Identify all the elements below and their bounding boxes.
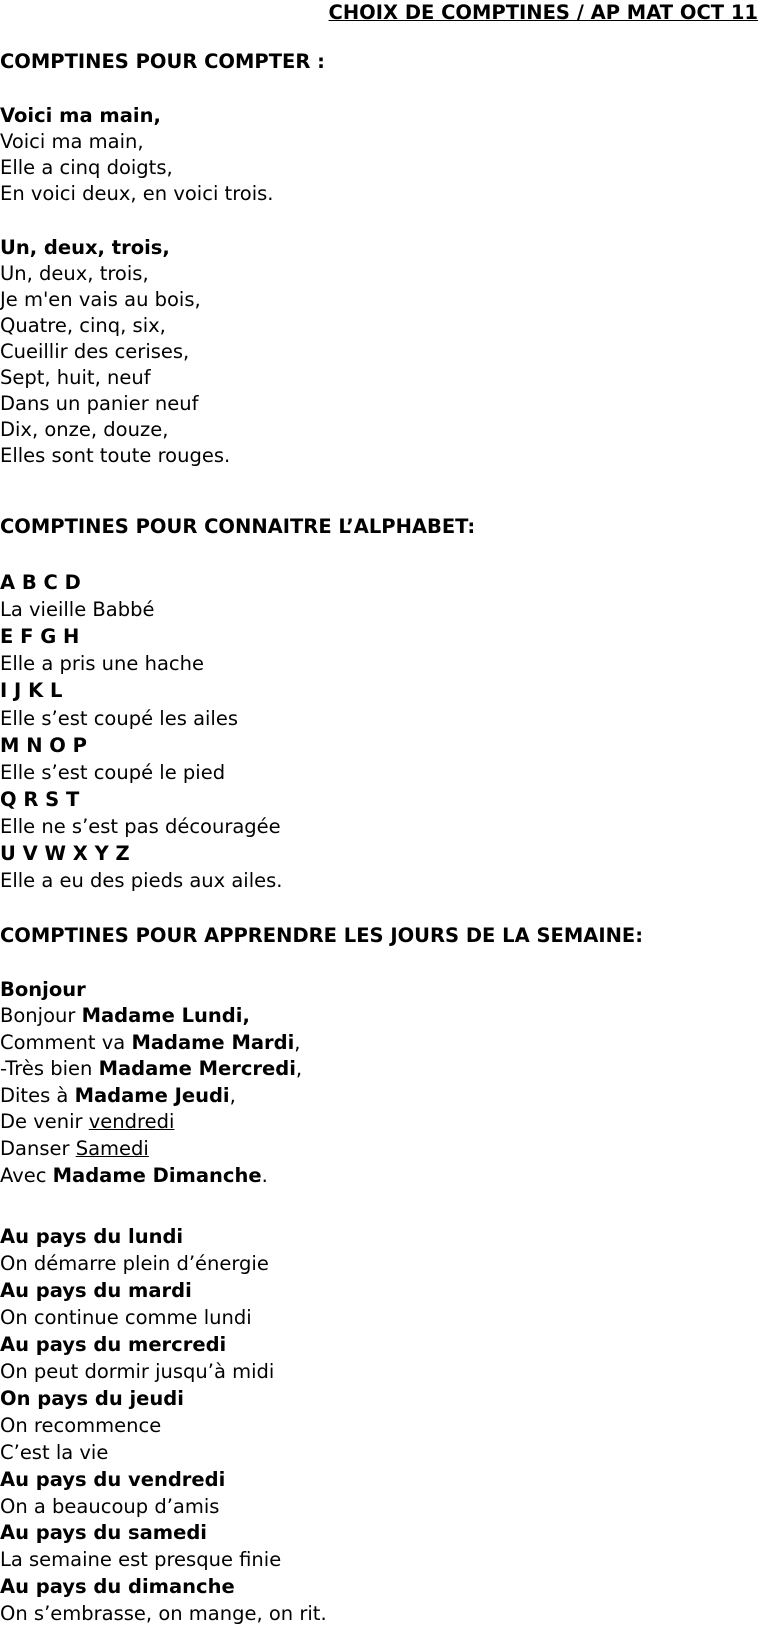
- pays-verse-line: On peut dormir jusqu’à midi: [0, 1359, 275, 1383]
- alphabet-verse-line: La vieille Babbé: [0, 598, 155, 622]
- pays-verse-line: La semaine est presque finie: [0, 1548, 282, 1572]
- pays-verse-line: C’est la vie: [0, 1440, 109, 1464]
- poem-title-undeux: Un, deux, trois,: [0, 236, 170, 259]
- alphabet-letters-line: Q R S T: [0, 787, 80, 811]
- poem-line: Dans un panier neuf: [0, 392, 199, 415]
- pays-verse-line: On démarre plein d’énergie: [0, 1251, 269, 1275]
- pays-day-line: Au pays du lundi: [0, 1225, 184, 1248]
- bonjour-line-text: De venir: [0, 1110, 89, 1134]
- bonjour-line: [0, 1002, 250, 1029]
- section-heading-compter: COMPTINES POUR COMPTER :: [0, 50, 325, 73]
- section-heading-jours: COMPTINES POUR APPRENDRE LES JOURS DE LA SEMAINE:: [0, 924, 644, 947]
- pays-verse-line: On continue comme lundi: [0, 1305, 252, 1329]
- section-heading-alphabet: COMPTINES POUR CONNAITRE L’ALPHABET:: [0, 515, 476, 538]
- bonjour-line: [0, 1055, 302, 1082]
- pays-day-line: Au pays du mercredi: [0, 1332, 227, 1356]
- bonjour-line-text: Dites à: [0, 1083, 75, 1107]
- bonjour-line-text: Avec: [0, 1163, 53, 1187]
- alphabet-letters-line: I J K L: [0, 679, 63, 703]
- poem-line: Un, deux, trois,: [0, 262, 149, 285]
- bonjour-day-name: Madame Mercredi: [98, 1057, 296, 1081]
- alphabet-verse-line: Elle ne s’est pas découragée: [0, 814, 281, 838]
- bonjour-line-text: Comment va: [0, 1030, 132, 1054]
- bonjour-line-punct: ,: [229, 1083, 236, 1107]
- alphabet-letters-line: E F G H: [0, 625, 80, 649]
- pays-verse-line: On s’embrasse, on mange, on rit.: [0, 1602, 327, 1626]
- pays-verse-line: On a beaucoup d’amis: [0, 1494, 220, 1518]
- pays-verse-line: On recommence: [0, 1413, 162, 1437]
- bonjour-day-name: Madame Dimanche: [52, 1163, 262, 1187]
- poem-line: Voici ma main,: [0, 130, 144, 153]
- bonjour-line-text: Danser: [0, 1137, 76, 1160]
- poem-line: Elles sont toute rouges.: [0, 444, 231, 467]
- bonjour-line-punct: ,: [295, 1057, 303, 1081]
- bonjour-line-punct: ,: [294, 1030, 301, 1054]
- poem-line: En voici deux, en voici trois.: [0, 182, 274, 205]
- poem-line: Je m'en vais au bois,: [0, 288, 201, 311]
- bonjour-line: [0, 1029, 300, 1056]
- bonjour-line-punct: .: [261, 1163, 268, 1187]
- bonjour-line-text: Bonjour: [0, 1004, 82, 1027]
- alphabet-verse-line: Elle a pris une hache: [0, 652, 204, 676]
- poem-title-bonjour: Bonjour: [0, 978, 86, 1001]
- bonjour-line: [0, 1162, 268, 1189]
- bonjour-day-name: Madame Lundi,: [81, 1004, 250, 1027]
- pays-day-line: Au pays du samedi: [0, 1521, 207, 1545]
- poem-line: Dix, onze, douze,: [0, 418, 169, 441]
- poem-title-main: Voici ma main,: [0, 104, 161, 127]
- bonjour-day-underlined: Samedi: [75, 1137, 149, 1160]
- alphabet-verse-line: Elle a eu des pieds aux ailes.: [0, 869, 283, 893]
- bonjour-line: [0, 1135, 149, 1162]
- pays-day-line: Au pays du dimanche: [0, 1575, 235, 1599]
- bonjour-day-name: Madame Jeudi: [74, 1083, 230, 1107]
- bonjour-line-text: -Très bien: [0, 1057, 99, 1081]
- poem-line: Cueillir des cerises,: [0, 340, 190, 363]
- alphabet-letters-line: U V W X Y Z: [0, 842, 130, 865]
- bonjour-day-name: Madame Mardi: [131, 1030, 295, 1054]
- bonjour-line: [0, 1108, 174, 1135]
- poem-line: Elle a cinq doigts,: [0, 156, 173, 179]
- alphabet-verse-line: Elle s’est coupé les ailes: [0, 706, 239, 730]
- alphabet-letters-line: A B C D: [0, 571, 81, 594]
- pays-day-line: Au pays du mardi: [0, 1278, 192, 1302]
- alphabet-verse-line: Elle s’est coupé le pied: [0, 760, 226, 784]
- pays-day-line: On pays du jeudi: [0, 1386, 184, 1410]
- poem-line: Sept, huit, neuf: [0, 366, 151, 389]
- bonjour-day-underlined: vendredi: [88, 1110, 175, 1134]
- pays-day-line: Au pays du vendredi: [0, 1467, 226, 1491]
- bonjour-line: [0, 1082, 236, 1109]
- alphabet-letters-line: M N O P: [0, 733, 87, 757]
- document-header: CHOIX DE COMPTINES / AP MAT OCT 11: [328, 1, 758, 24]
- poem-line: Quatre, cinq, six,: [0, 314, 166, 337]
